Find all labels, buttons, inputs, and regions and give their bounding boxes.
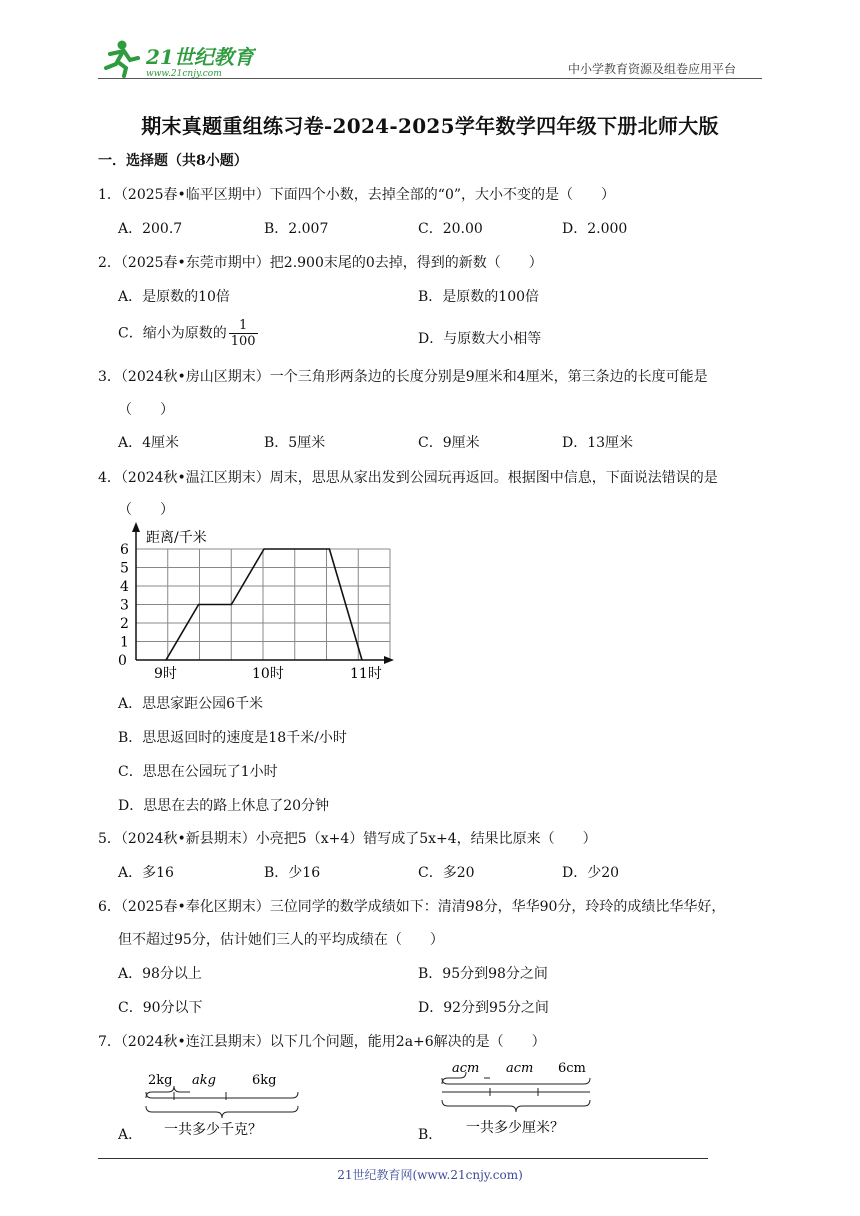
header-right-text: 中小学教育资源及组卷应用平台	[568, 62, 737, 76]
q2-option-a[interactable]: A．是原数的10倍	[118, 289, 230, 305]
q5-option-c[interactable]: C．多20	[418, 865, 475, 881]
header-divider	[98, 78, 762, 79]
fraction-denominator: 100	[230, 334, 256, 349]
q3-option-b[interactable]: B．5厘米	[264, 435, 326, 451]
x-tick-label: 9时	[154, 666, 177, 682]
section-heading: 一．选择题（共8小题）	[98, 153, 248, 169]
y-tick-label: 1	[120, 634, 129, 651]
question-6-stem-cont: 但不超过95分，估计她们三人的平均成绩在（ ）	[118, 932, 444, 948]
q1-option-b[interactable]: B．2.007	[264, 221, 329, 237]
runner-icon	[106, 41, 138, 77]
x-axis-arrow	[384, 656, 394, 664]
x-tick-label: 10时	[252, 666, 284, 682]
question-4-stem-cont: （ ）	[118, 502, 174, 518]
q6-option-d[interactable]: D．92分到95分之间	[418, 1000, 549, 1016]
diagram-b-brace	[442, 1100, 590, 1112]
q6-option-b[interactable]: B．95分到98分之间	[418, 966, 548, 982]
q2-option-c-text: C．缩小为原数的	[118, 325, 227, 342]
q4-option-a[interactable]: A．思思家距公园6千米	[118, 696, 264, 712]
y-tick-label: 6	[120, 542, 129, 558]
q5-option-a[interactable]: A．多16	[118, 865, 174, 881]
distance-time-chart	[110, 522, 400, 684]
q1-option-d[interactable]: D．2.000	[562, 221, 628, 237]
question-5-stem: 5．（2024秋•新县期末）小亮把5（x+4）错写成了5x+4，结果比原来（ ）	[98, 831, 597, 847]
q4-option-b[interactable]: B．思思返回时的速度是18千米/小时	[118, 730, 347, 746]
diagram-b-label-2: acm	[506, 1061, 534, 1076]
diagram-a-label-1: 2kg	[148, 1073, 173, 1088]
logo-url: www.21cnjy.com	[146, 69, 222, 78]
diagram-a-label-2: akg	[192, 1073, 216, 1088]
y-axis-label: 距离/千米	[146, 530, 207, 546]
q3-option-c[interactable]: C．9厘米	[418, 435, 480, 451]
diagram-b-label-3: 6cm	[558, 1061, 586, 1076]
q3-option-a[interactable]: A．4厘米	[118, 435, 180, 451]
logo	[96, 36, 256, 78]
question-7-stem: 7．（2024秋•连江县期末）以下几个问题，能用2a+6解决的是（ ）	[98, 1034, 546, 1050]
question-3-stem-cont: （ ）	[118, 402, 174, 418]
q7-option-b[interactable]: B．	[418, 1127, 443, 1143]
x-tick-label: 11时	[350, 666, 382, 682]
y-tick-label: 3	[120, 597, 129, 614]
q7-diagram-b	[438, 1056, 608, 1140]
q5-option-b[interactable]: B．少16	[264, 865, 321, 881]
fraction-numerator: 1	[229, 318, 258, 334]
question-1-stem: 1．（2025春•临平区期中）下面四个小数，去掉全部的“0”，大小不变的是（ ）	[98, 187, 616, 203]
q2-option-c[interactable]	[118, 318, 258, 349]
q1-option-c[interactable]: C．20.00	[418, 221, 483, 237]
footer-divider	[98, 1158, 708, 1159]
q2-option-b[interactable]: B．是原数的100倍	[418, 289, 540, 305]
q3-option-d[interactable]: D．13厘米	[562, 435, 634, 451]
q1-option-a[interactable]: A．200.7	[118, 221, 183, 237]
diagram-a-caption: 一共多少千克？	[164, 1122, 262, 1138]
q6-option-a[interactable]: A．98分以上	[118, 966, 202, 982]
q7-option-a[interactable]: A．	[118, 1127, 143, 1143]
q7-diagram-a	[142, 1066, 312, 1142]
diagram-b-caption: 一共多少厘米？	[466, 1120, 564, 1136]
fraction	[229, 318, 258, 349]
question-6-stem: 6．（2025春•奉化区期末）三位同学的数学成绩如下：清清98分，华华90分，玲玲的成绩比华华好，	[98, 899, 726, 915]
diagram-a-bar	[146, 1092, 298, 1098]
q4-option-d[interactable]: D．思思在去的路上休息了20分钟	[118, 798, 330, 814]
question-4-stem: 4．（2024秋•温江区期末）周末，思思从家出发到公园玩再返回。根据图中信息，下面说法错误的是	[98, 470, 718, 486]
chart-grid	[136, 549, 390, 660]
diagram-a-brace	[146, 1106, 298, 1118]
y-tick-label: 4	[120, 579, 129, 595]
y-tick-label: 0	[118, 653, 127, 669]
question-3-stem: 3．（2024秋•房山区期末）一个三角形两条边的长度分别是9厘米和4厘米，第三条边的长度可能是	[98, 369, 708, 385]
page-title: 期末真题重组练习卷-2024-2025学年数学四年级下册北师大版	[141, 114, 719, 138]
q5-option-d[interactable]: D．少20	[562, 865, 620, 881]
y-tick-label: 2	[120, 616, 129, 632]
q2-option-d[interactable]: D．与原数大小相等	[418, 331, 542, 347]
y-tick-label: 5	[120, 560, 129, 577]
diagram-b-label-1: acm	[452, 1061, 480, 1076]
footer-text[interactable]: 21世纪教育网(www.21cnjy.com)	[337, 1168, 523, 1182]
diagram-a-label-3: 6kg	[252, 1073, 277, 1088]
y-axis-arrow	[132, 522, 140, 532]
logo-text: 21世纪教育	[146, 45, 254, 69]
q6-option-c[interactable]: C．90分以下	[118, 1000, 203, 1016]
question-2-stem: 2．（2025春•东莞市期中）把2.900末尾的0去掉，得到的新数（ ）	[98, 255, 543, 271]
q4-option-c[interactable]: C．思思在公园玩了1小时	[118, 764, 278, 780]
